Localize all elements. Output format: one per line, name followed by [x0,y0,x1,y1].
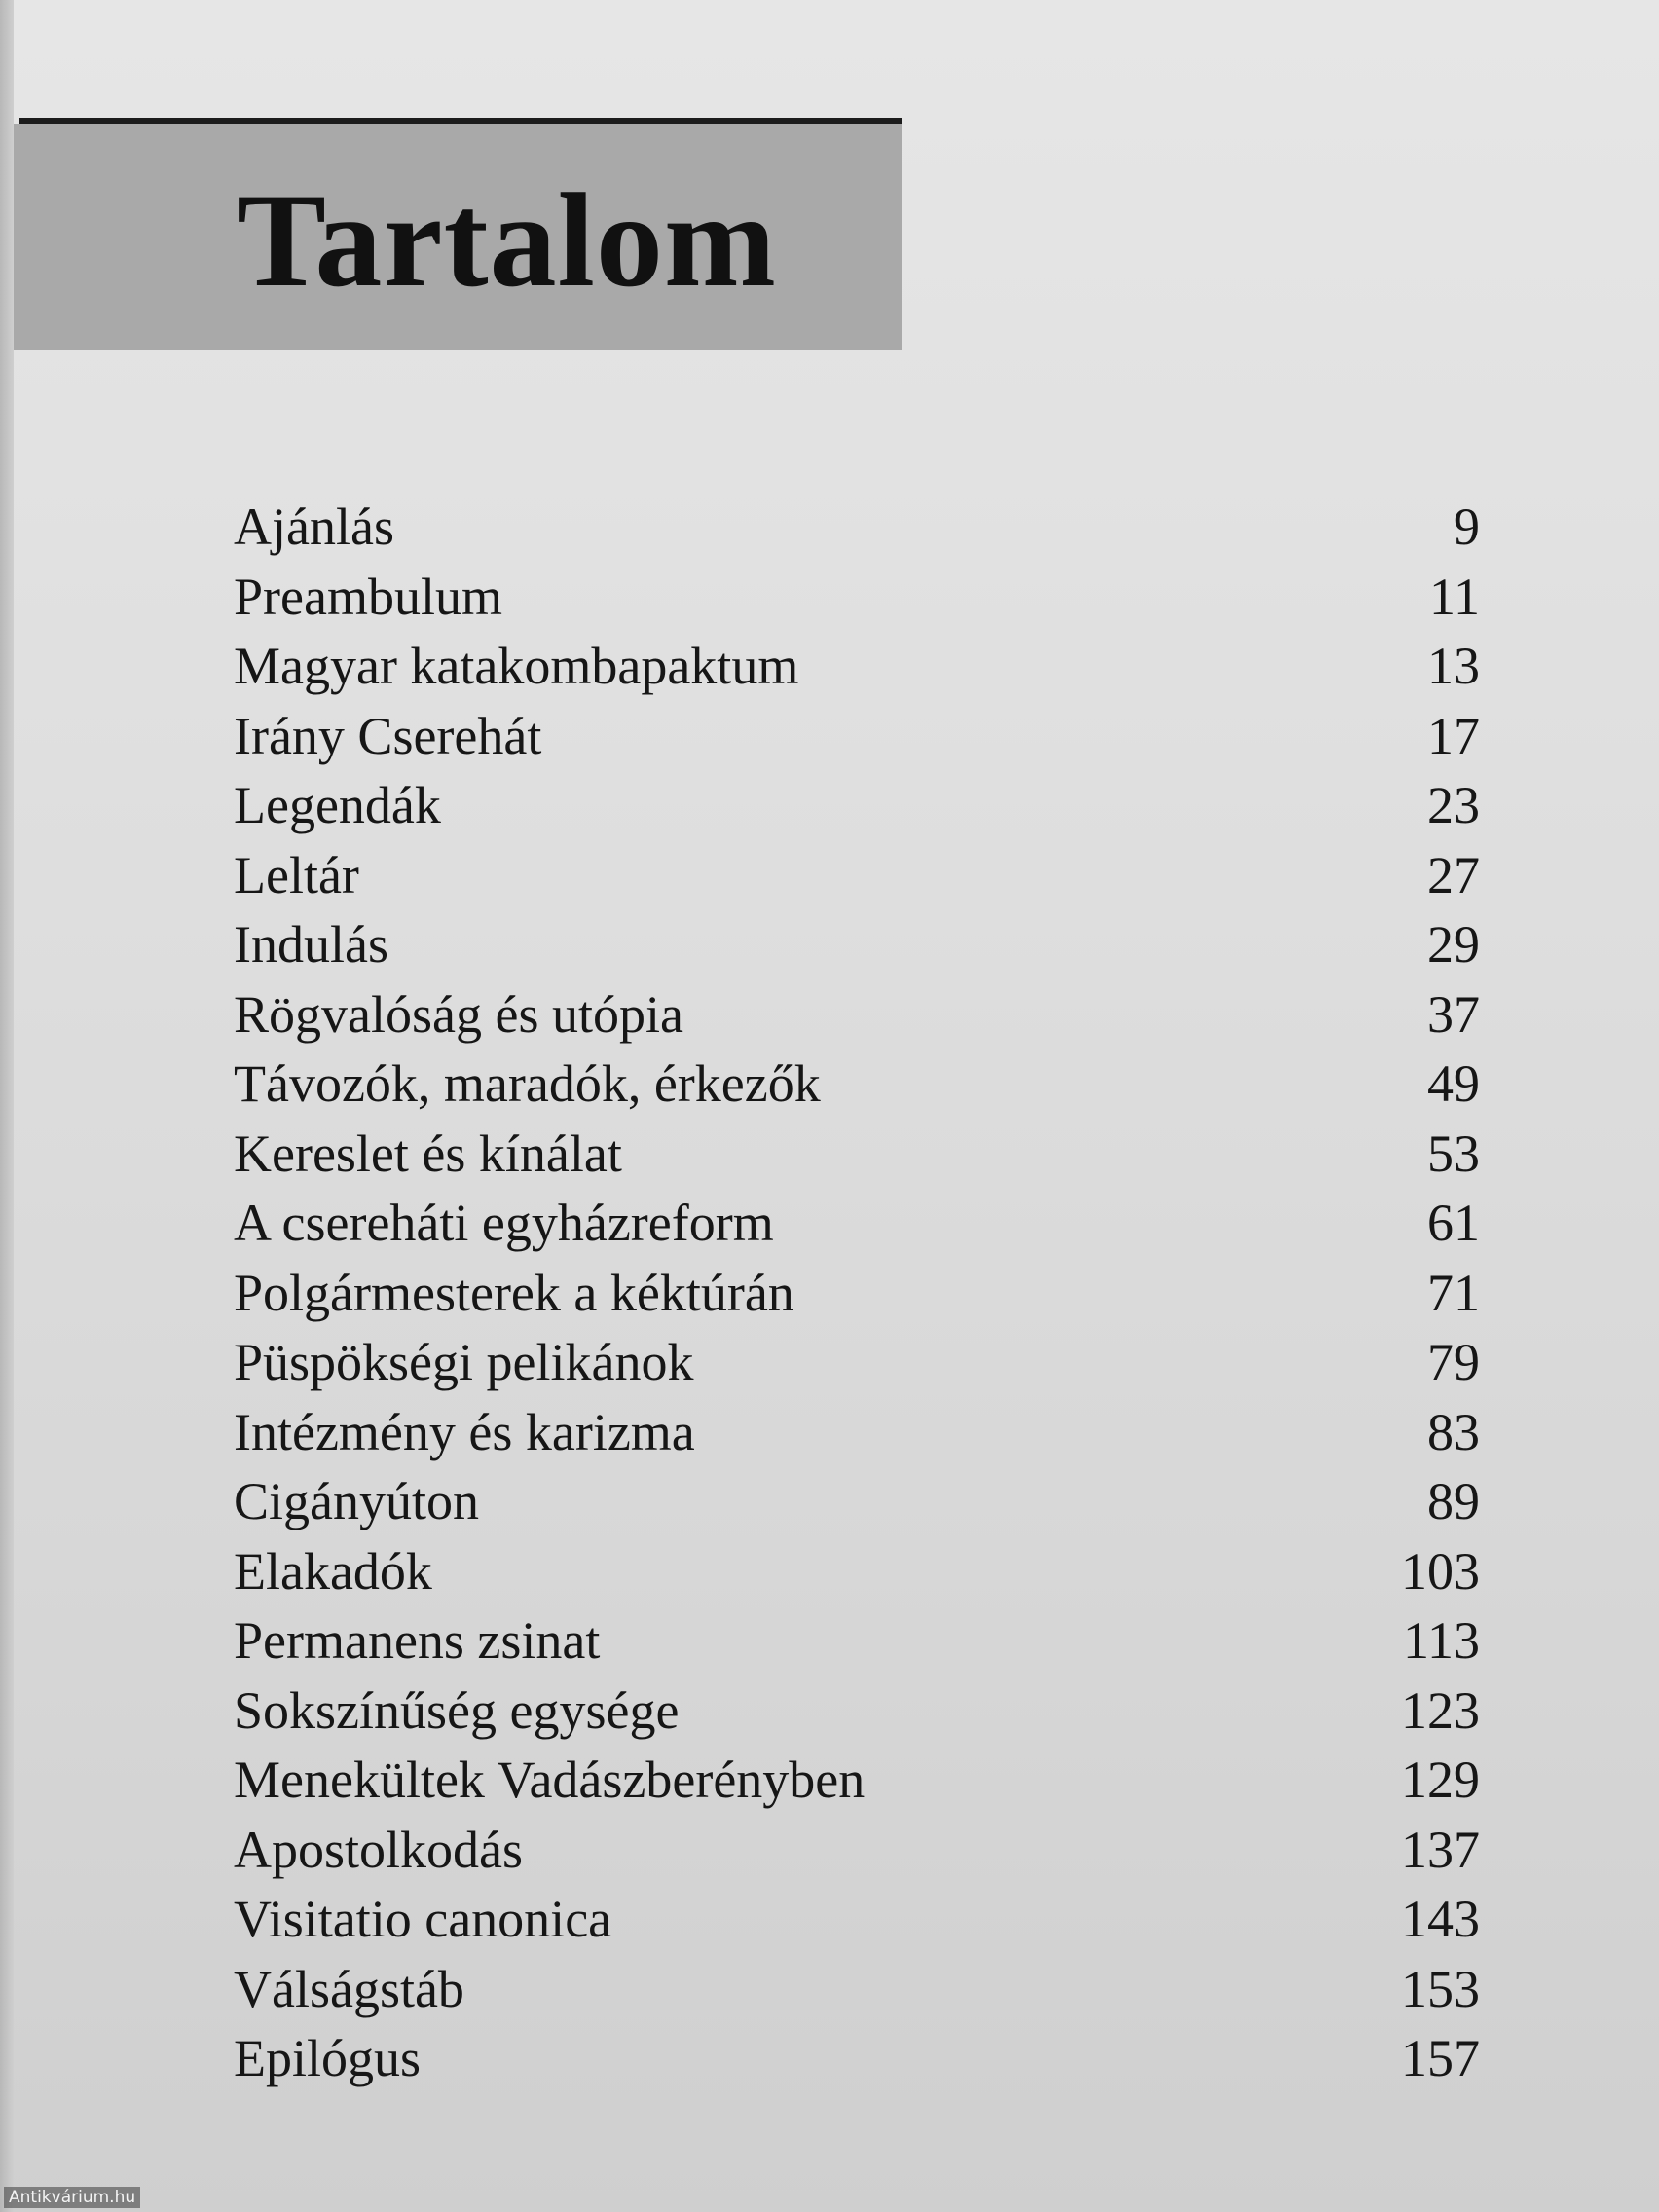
toc-entry-page-number: 83 [1427,1402,1480,1461]
toc-entry [234,702,1480,772]
page-title: Tartalom [237,166,777,314]
toc-entry [234,771,1480,841]
toc-entry [234,1537,1480,1607]
toc-entry [234,1885,1480,1955]
toc-entry-page-number: 157 [1401,2029,1480,2087]
toc-entry [234,1120,1480,1190]
toc-entry-title: Válságstáb [234,1959,464,2018]
toc-entry [234,1955,1480,2025]
toc-entry-title: Távozók, maradók, érkezők [234,1054,821,1113]
toc-entry-page-number: 11 [1429,567,1480,626]
toc-entry-page-number: 71 [1427,1263,1480,1322]
toc-entry [234,2024,1480,2094]
toc-entry-page-number: 27 [1427,845,1480,904]
toc-entry-title: Polgármesterek a kéktúrán [234,1263,794,1322]
toc-entry-title: Apostolkodás [234,1820,523,1879]
toc-entry [234,1816,1480,1886]
toc-entry [234,1467,1480,1537]
toc-entry [234,910,1480,980]
toc-entry-page-number: 113 [1403,1611,1480,1670]
toc-entry-title: Intézmény és karizma [234,1402,695,1461]
toc-entry-title: Legendák [234,776,441,834]
toc-entry-title: Cigányúton [234,1472,479,1530]
toc-entry [234,1606,1480,1677]
toc-entry-page-number: 129 [1401,1751,1480,1809]
toc-entry-title: Magyar katakombapaktum [234,637,799,695]
toc-entry [234,1746,1480,1816]
toc-entry-title: Preambulum [234,567,502,626]
toc-entry-page-number: 49 [1427,1054,1480,1113]
toc-entry-title: Visitatio canonica [234,1890,612,1948]
toc-entry-page-number: 29 [1427,915,1480,974]
toc-entry-page-number: 89 [1427,1472,1480,1530]
toc-entry-page-number: 37 [1427,984,1480,1044]
toc-entry [234,1677,1480,1747]
toc-entry [234,1259,1480,1329]
source-watermark: Antikvárium.hu [4,2187,140,2208]
toc-entry [234,1189,1480,1259]
toc-entry-title: Epilógus [234,2029,422,2087]
toc-entry-title: Ajánlás [234,498,394,556]
toc-entry [234,632,1480,702]
toc-entry-page-number: 103 [1401,1541,1480,1601]
toc-entry-page-number: 79 [1427,1333,1480,1391]
toc-entry-title: Rögvalóság és utópia [234,984,683,1044]
toc-entry-title: Irány Cserehát [234,706,542,765]
toc-entry-title: Elakadók [234,1541,432,1601]
toc-entry [234,563,1480,633]
toc-entry-page-number: 143 [1401,1890,1480,1948]
toc-entry [234,980,1480,1051]
toc-entry-title: Permanens zsinat [234,1611,601,1670]
toc-entry [234,1328,1480,1398]
toc-entry-title: Menekültek Vadászberényben [234,1751,866,1809]
toc-entry [234,1398,1480,1468]
toc-entry-page-number: 13 [1427,637,1480,695]
toc-entry-page-number: 153 [1401,1959,1480,2018]
toc-entry-page-number: 123 [1401,1680,1480,1740]
toc-entry-page-number: 17 [1427,706,1480,765]
toc-entry-title: Püspökségi pelikánok [234,1333,694,1391]
toc-entry-title: Kereslet és kínálat [234,1124,622,1183]
toc-entry-title: Sokszínűség egysége [234,1680,680,1740]
toc-entry-page-number: 23 [1427,776,1480,834]
toc-entry-page-number: 61 [1427,1194,1480,1252]
toc-entry [234,841,1480,911]
toc-entry-title: Indulás [234,915,388,974]
toc-entry-page-number: 9 [1454,498,1480,556]
toc-entry-title: A csereháti egyházreform [234,1194,774,1252]
toc-entry-title: Leltár [234,845,359,904]
toc-entry [234,1050,1480,1120]
page-gutter [0,0,14,2212]
toc-entry [234,493,1480,563]
table-of-contents [234,493,1480,2094]
toc-entry-page-number: 53 [1427,1124,1480,1183]
toc-entry-page-number: 137 [1401,1820,1480,1879]
